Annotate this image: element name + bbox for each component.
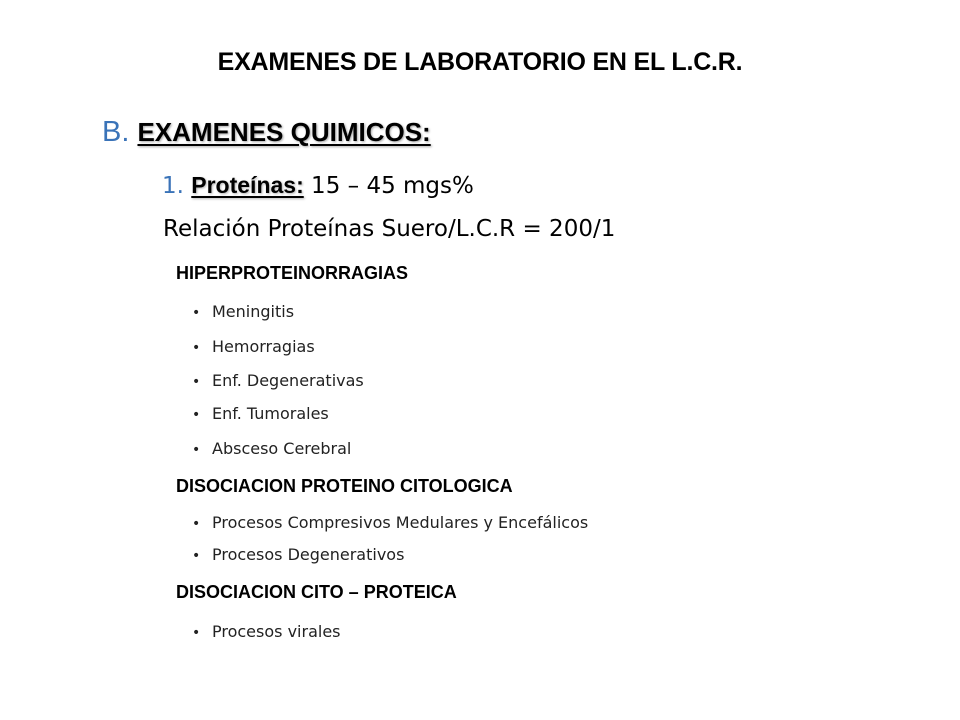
list-item-text: Absceso Cerebral [212, 439, 352, 458]
group-heading: HIPERPROTEINORRAGIAS [176, 263, 409, 283]
list-item-text: Procesos Compresivos Medulares y Encefálicos [212, 513, 589, 532]
bullet-icon: • [192, 407, 201, 423]
list-item [192, 545, 404, 564]
list-item-text: Meningitis [212, 302, 295, 321]
bullet-icon: • [192, 625, 201, 641]
group-heading: DISOCIACION PROTEINO CITOLOGICA [176, 476, 513, 496]
list-item [192, 622, 341, 641]
list-item-text: Hemorragias [212, 337, 315, 356]
bullet-icon: • [192, 374, 201, 390]
list-item [192, 513, 588, 532]
slide-title: EXAMENES DE LABORATORIO EN EL L.C.R. [217, 48, 743, 76]
bullet-icon: • [192, 305, 201, 321]
bullet-icon: • [192, 516, 201, 532]
list-item-text: Procesos virales [212, 622, 341, 641]
item-label: Proteínas: [191, 172, 304, 198]
list-item [192, 371, 364, 390]
list-item-text: Enf. Tumorales [212, 404, 329, 423]
bullet-icon: • [192, 340, 201, 356]
item-value: 15 – 45 mgs% [303, 173, 474, 199]
bullet-icon: • [192, 442, 201, 458]
list-item-text: Procesos Degenerativos [212, 545, 405, 564]
section-heading [102, 116, 431, 149]
relation-line: Relación Proteínas Suero/L.C.R = 200/1 [163, 216, 616, 242]
proteins-line [162, 172, 474, 199]
section-label: EXAMENES QUIMICOS: [137, 117, 431, 147]
list-item-text: Enf. Degenerativas [212, 371, 364, 390]
list-item [192, 337, 315, 356]
item-number: 1. [162, 173, 192, 199]
section-prefix: B. [102, 116, 138, 148]
list-item [192, 439, 351, 458]
list-item [192, 404, 329, 423]
bullet-icon: • [192, 548, 201, 564]
list-item [192, 302, 294, 321]
group-heading: DISOCIACION CITO – PROTEICA [176, 582, 457, 602]
